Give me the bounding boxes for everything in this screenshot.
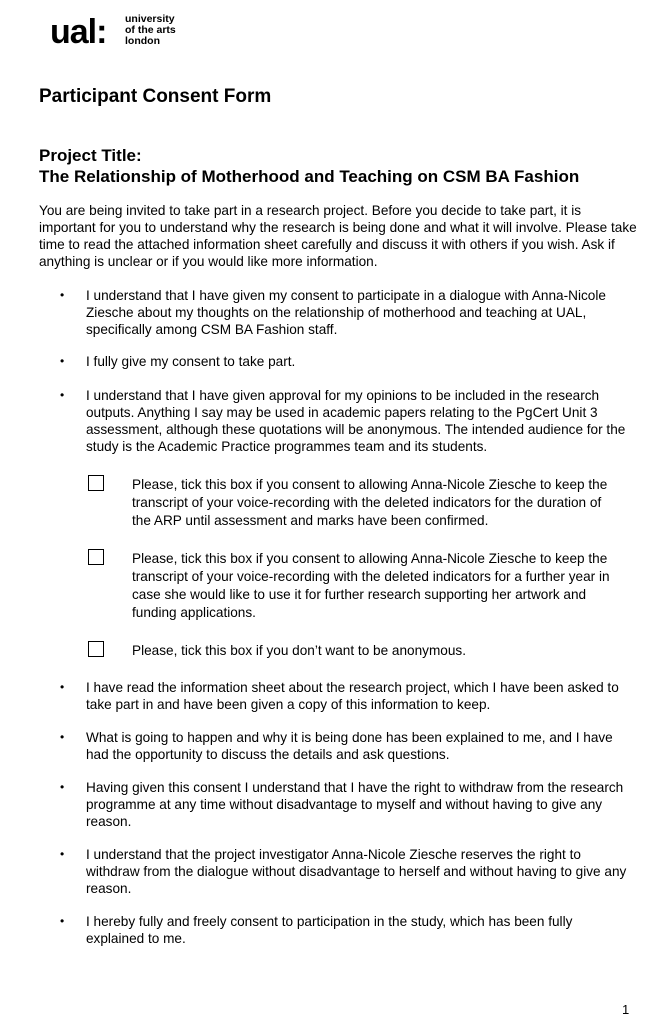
statement-text: I understand that the project investigator Anna-Nicole Ziesche reserves the right to withdraw from the dialogue without disadvantage to herself and without having to give any reason. (86, 847, 627, 896)
statement-text: What is going to happen and why it is being done has been explained to me, and I have had the opportunity to discuss the details and ask questions. (86, 730, 613, 762)
logo-line-2: of the arts (125, 24, 176, 36)
project-title-label: Project Title: (39, 146, 142, 165)
bullet-icon: • (60, 847, 65, 861)
bullet-icon: • (60, 914, 65, 928)
page-title: Participant Consent Form (39, 86, 272, 107)
logo-mark: ual: (50, 13, 107, 51)
bullet-icon: • (60, 730, 65, 744)
checkbox-label: Please, tick this box if you consent to allowing Anna-Nicole Ziesche to keep the transcript of your voice-recording with the deleted indicators for a further year in case she would like to use it for further research supporting her artwork and funding applications. (132, 551, 610, 620)
bullet-icon: • (60, 388, 65, 402)
statement-text: Having given this consent I understand that I have the right to withdraw from the research programme at any time without disadvantage to myself and without having to give any reason. (86, 780, 624, 829)
consent-checkbox-3[interactable] (88, 641, 104, 657)
logo-line-3: london (125, 35, 160, 47)
consent-checkbox-2[interactable] (88, 549, 104, 565)
bullet-icon: • (60, 288, 65, 302)
logo-wordmark (125, 14, 176, 47)
statement-text: I understand that I have given my consent to participate in a dialogue with Anna-Nicole Ziesche about my thoughts on the relationship of motherhood and teaching at UAL, specifically among CSM BA Fashion staff. (86, 288, 606, 337)
bullet-icon: • (60, 780, 65, 794)
statement-text: I fully give my consent to take part. (86, 354, 296, 369)
statement-text: I hereby fully and freely consent to participation in the study, which has been fully explained to me. (86, 914, 573, 946)
project-title-name: The Relationship of Motherhood and Teaching on CSM BA Fashion (39, 167, 580, 186)
project-title (39, 145, 579, 187)
logo-line-1: university (125, 13, 175, 25)
statement-text: I understand that I have given approval for my opinions to be included in the research outputs. Anything I say may be used in academic papers relating to the PgCert Unit 3 assessment, although these quotations will be anonymous. The intended audience for the study is the Academic Practice programmes team and its students. (86, 388, 626, 454)
checkbox-label: Please, tick this box if you don’t want to be anonymous. (132, 643, 466, 658)
statement-text: I have read the information sheet about the research project, which I have been asked to take part in and have been given a copy of this information to keep. (86, 680, 619, 712)
intro-paragraph: You are being invited to take part in a research project. Before you decide to take part, it is important for you to understand why the research is being done and what it will involve. Please take time to read the attached information sheet carefully and discuss it with others if you wish. Ask if anything is unclear or if you would like more information. (39, 203, 637, 269)
bullet-icon: • (60, 680, 65, 694)
page-number: 1 (622, 1002, 630, 1017)
consent-checkbox-1[interactable] (88, 475, 104, 491)
bullet-icon: • (60, 354, 65, 368)
checkbox-label: Please, tick this box if you consent to allowing Anna-Nicole Ziesche to keep the transcript of your voice-recording with the deleted indicators for the duration of the ARP until assessment and marks have been confirmed. (132, 477, 608, 528)
